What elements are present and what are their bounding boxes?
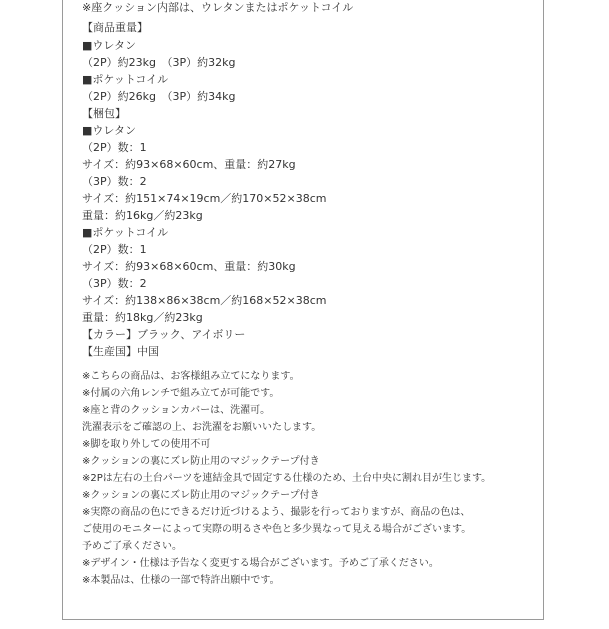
weight-pocket-values: （2P）約26kg （3P）約34kg [82, 90, 236, 103]
note-item: ※クッションの裏にズレ防止用のマジックテープ付き [82, 456, 320, 467]
note-item: ※こちらの商品は、お客様組み立てになります。 [82, 371, 300, 382]
pocket-3p-size: サイズ：約138×86×38cm／約168×52×38cm [82, 294, 327, 307]
color-spec: 【カラー】ブラック、アイボリー [82, 328, 246, 341]
pocket-2p-size: サイズ：約93×68×60cm、重量：約30kg [82, 260, 296, 273]
weight-urethane-values: （2P）約23kg （3P）約32kg [82, 56, 236, 69]
note-item: ※クッションの裏にズレ防止用のマジックテープ付き [82, 490, 320, 501]
note-item: ご使用のモニターによって実際の明るさや色と多少異なって見える場合がございます。 [82, 524, 472, 535]
note-item: ※付属の六角レンチで組み立てが可能です。 [82, 388, 280, 399]
pocket-2p-count: （2P）数：1 [82, 243, 147, 256]
weight-heading: 【商品重量】 [82, 21, 148, 34]
urethane-2p-size: サイズ：約93×68×60cm、重量：約27kg [82, 158, 296, 171]
note-item: ※2Pは左右の土台パーツを連結金具で固定する仕様のため、土台中央に割れ目が生じます。 [82, 473, 492, 484]
note-item: 予めご了承ください。 [82, 541, 182, 552]
note-item: ※デザイン・仕様は予告なく変更する場合がございます。予めご了承ください。 [82, 558, 439, 569]
urethane-3p-weight: 重量：約16kg／約23kg [82, 209, 203, 222]
note-item: 洗濯表示をご確認の上、お洗濯をお願いいたします。 [82, 422, 322, 433]
cushion-note: ※座クッション内部は、ウレタンまたはポケットコイル [82, 1, 354, 14]
origin-spec: 【生産国】中国 [82, 345, 159, 358]
note-item: ※実際の商品の色にできるだけ近づけるよう、撮影を行っておりますが、商品の色は、 [82, 507, 471, 518]
packing-heading: 【梱包】 [82, 107, 126, 120]
packing-pocket-title: ■ポケットコイル [82, 226, 169, 239]
note-item: ※脚を取り外しての使用不可 [82, 439, 211, 450]
note-item: ※本製品は、仕様の一部で特許出願中です。 [82, 575, 280, 586]
weight-pocket-title: ■ポケットコイル [82, 73, 169, 86]
note-item: ※座と背のクッションカバーは、洗濯可。 [82, 405, 271, 416]
urethane-3p-size: サイズ：約151×74×19cm／約170×52×38cm [82, 192, 327, 205]
urethane-3p-count: （3P）数：2 [82, 175, 147, 188]
urethane-2p-count: （2P）数：1 [82, 141, 147, 154]
pocket-3p-count: （3P）数：2 [82, 277, 147, 290]
pocket-3p-weight: 重量：約18kg／約23kg [82, 311, 203, 324]
weight-urethane-title: ■ウレタン [82, 39, 136, 52]
packing-urethane-title: ■ウレタン [82, 124, 136, 137]
